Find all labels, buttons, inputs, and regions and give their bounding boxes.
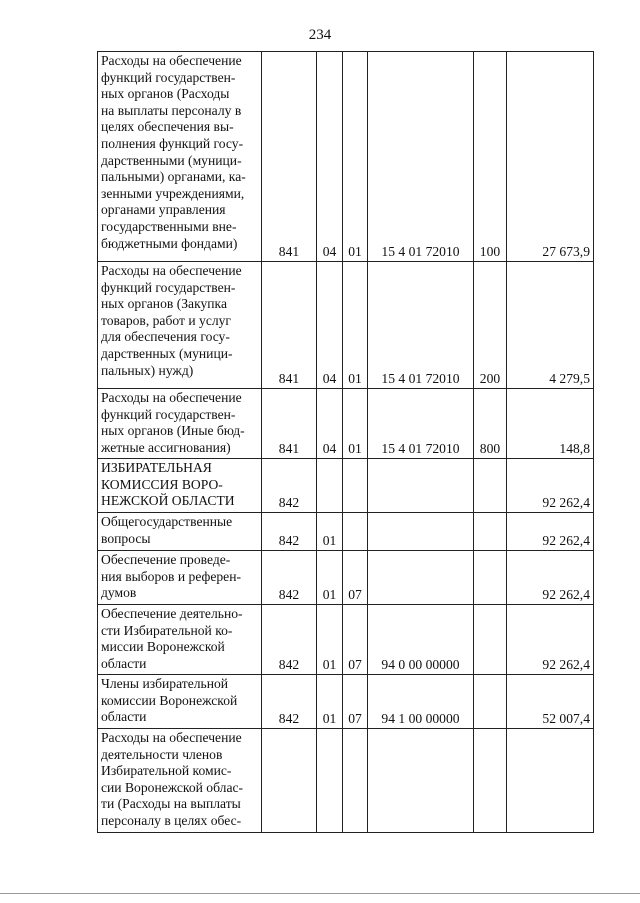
- amount-cell: 27 673,9: [507, 52, 594, 262]
- subsection-code-cell: [343, 729, 368, 833]
- section-code-cell: 04: [317, 52, 343, 262]
- target-article-cell: 15 4 01 72010: [368, 52, 474, 262]
- expense-type-cell: 200: [474, 262, 507, 389]
- expense-type-cell: [474, 459, 507, 513]
- section-code-cell: 01: [317, 675, 343, 729]
- target-article-cell: 15 4 01 72010: [368, 389, 474, 459]
- target-article-cell: 94 0 00 00000: [368, 605, 474, 675]
- table-row: [98, 675, 594, 729]
- subsection-code-cell: 07: [343, 551, 368, 605]
- item-name-cell: Обеспечение деятельно- сти Избирательной ко- миссии Воронежской области: [98, 605, 262, 675]
- scan-edge-line: [0, 893, 640, 894]
- amount-cell: 52 007,4: [507, 675, 594, 729]
- item-name-cell: Расходы на обеспечение деятельности членов Избирательной комис- сии Воронежской облас- ти (Расходы на выплаты персоналу в целях обес-: [98, 729, 262, 833]
- amount-cell: 92 262,4: [507, 459, 594, 513]
- amount-cell: 148,8: [507, 389, 594, 459]
- subsection-code-cell: [343, 513, 368, 551]
- grbs-code-cell: 842: [262, 675, 317, 729]
- grbs-code-cell: 842: [262, 459, 317, 513]
- subsection-code-cell: [343, 459, 368, 513]
- expense-type-cell: [474, 551, 507, 605]
- section-code-cell: [317, 459, 343, 513]
- expense-type-cell: [474, 675, 507, 729]
- page-number: 234: [308, 27, 332, 43]
- budget-table-body: [98, 52, 594, 833]
- grbs-code-cell: [262, 729, 317, 833]
- table-row: [98, 389, 594, 459]
- subsection-code-cell: 01: [343, 389, 368, 459]
- amount-cell: 92 262,4: [507, 513, 594, 551]
- subsection-code-cell: 01: [343, 262, 368, 389]
- target-article-cell: [368, 551, 474, 605]
- table-row: [98, 262, 594, 389]
- grbs-code-cell: 841: [262, 52, 317, 262]
- grbs-code-cell: 842: [262, 551, 317, 605]
- target-article-cell: 15 4 01 72010: [368, 262, 474, 389]
- table-row: [98, 513, 594, 551]
- budget-table: [97, 51, 594, 833]
- section-code-cell: 01: [317, 605, 343, 675]
- section-code-cell: 04: [317, 262, 343, 389]
- target-article-cell: 94 1 00 00000: [368, 675, 474, 729]
- expense-type-cell: [474, 513, 507, 551]
- item-name-cell: Расходы на обеспечение функций государствен- ных органов (Иные бюд- жетные ассигнования): [98, 389, 262, 459]
- item-name-cell: Расходы на обеспечение функций государствен- ных органов (Расходы на выплаты персоналу в целях обеспечения вы- полнения функций госу- дарственными (муници- пальными) органами, ка- зенными учреждениями, органами управления государственными вне- бюджетными фондами): [98, 52, 262, 262]
- table-row: [98, 52, 594, 262]
- subsection-code-cell: 01: [343, 52, 368, 262]
- item-name-cell: ИЗБИРАТЕЛЬНАЯ КОМИССИЯ ВОРО- НЕЖСКОЙ ОБЛАСТИ: [98, 459, 262, 513]
- subsection-code-cell: 07: [343, 675, 368, 729]
- expense-type-cell: 100: [474, 52, 507, 262]
- expense-type-cell: 800: [474, 389, 507, 459]
- expense-type-cell: [474, 729, 507, 833]
- section-code-cell: 01: [317, 551, 343, 605]
- section-code-cell: 01: [317, 513, 343, 551]
- expense-type-cell: [474, 605, 507, 675]
- item-name-cell: Расходы на обеспечение функций государствен- ных органов (Закупка товаров, работ и услуг для обеспечения госу- дарственных (муници- пальных) нужд): [98, 262, 262, 389]
- table-row: [98, 459, 594, 513]
- target-article-cell: [368, 513, 474, 551]
- section-code-cell: [317, 729, 343, 833]
- amount-cell: 92 262,4: [507, 605, 594, 675]
- grbs-code-cell: 841: [262, 262, 317, 389]
- target-article-cell: [368, 459, 474, 513]
- table-row: [98, 551, 594, 605]
- grbs-code-cell: 842: [262, 513, 317, 551]
- section-code-cell: 04: [317, 389, 343, 459]
- amount-cell: 92 262,4: [507, 551, 594, 605]
- table-row: [98, 729, 594, 833]
- target-article-cell: [368, 729, 474, 833]
- subsection-code-cell: 07: [343, 605, 368, 675]
- amount-cell: 4 279,5: [507, 262, 594, 389]
- grbs-code-cell: 842: [262, 605, 317, 675]
- item-name-cell: Обеспечение проведе- ния выборов и референ- думов: [98, 551, 262, 605]
- item-name-cell: Члены избирательной комиссии Воронежской области: [98, 675, 262, 729]
- table-row: [98, 605, 594, 675]
- amount-cell: [507, 729, 594, 833]
- item-name-cell: Общегосударственные вопросы: [98, 513, 262, 551]
- grbs-code-cell: 841: [262, 389, 317, 459]
